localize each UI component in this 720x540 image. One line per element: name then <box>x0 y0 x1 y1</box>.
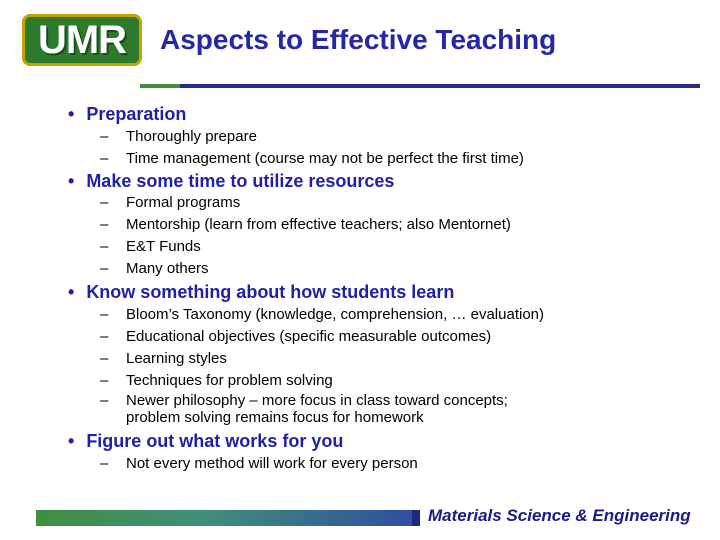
sub-item: – Time management (course may not be perfect the first time) <box>100 150 524 167</box>
sub-item-continuation: problem solving remains focus for homework <box>126 409 424 426</box>
bullet-heading: • Make some time to utilize resources <box>68 171 395 191</box>
sub-item: – Formal programs <box>100 194 241 211</box>
footer-bar-accent <box>412 510 420 526</box>
title-divider-green <box>140 84 180 88</box>
bullet-heading: • Figure out what works for you <box>68 431 344 451</box>
sub-item: – Thoroughly prepare <box>100 128 257 145</box>
bullet-dot: • <box>68 431 75 451</box>
sub-item: – E&T Funds <box>100 238 201 255</box>
sub-item: – Techniques for problem solving <box>100 372 333 389</box>
bullet-heading: • Preparation <box>68 104 187 124</box>
bullet-heading: • Know something about how students learn <box>68 282 455 302</box>
umr-logo <box>22 14 142 66</box>
bullet-dot: • <box>68 282 75 302</box>
sub-item: – Bloom’s Taxonomy (knowledge, comprehension, … evaluation) <box>100 306 545 323</box>
slide-title: Aspects to Effective Teaching <box>160 24 557 55</box>
sub-item: – Newer philosophy – more focus in class toward concepts; <box>100 392 508 409</box>
sub-item: – Many others <box>100 260 209 277</box>
bullet-dot: • <box>68 104 75 124</box>
sub-item: – Not every method will work for every person <box>100 455 418 472</box>
sub-item: – Mentorship (learn from effective teachers; also Mentornet) <box>100 216 511 233</box>
footer-department: Materials Science & Engineering <box>428 506 691 525</box>
sub-item: – Educational objectives (specific measurable outcomes) <box>100 328 492 345</box>
logo-text: UMR <box>37 17 127 62</box>
title-divider-blue <box>180 84 700 88</box>
sub-item: – Learning styles <box>100 350 227 367</box>
bullet-dot: • <box>68 171 75 191</box>
footer-gradient-bar <box>36 510 412 526</box>
